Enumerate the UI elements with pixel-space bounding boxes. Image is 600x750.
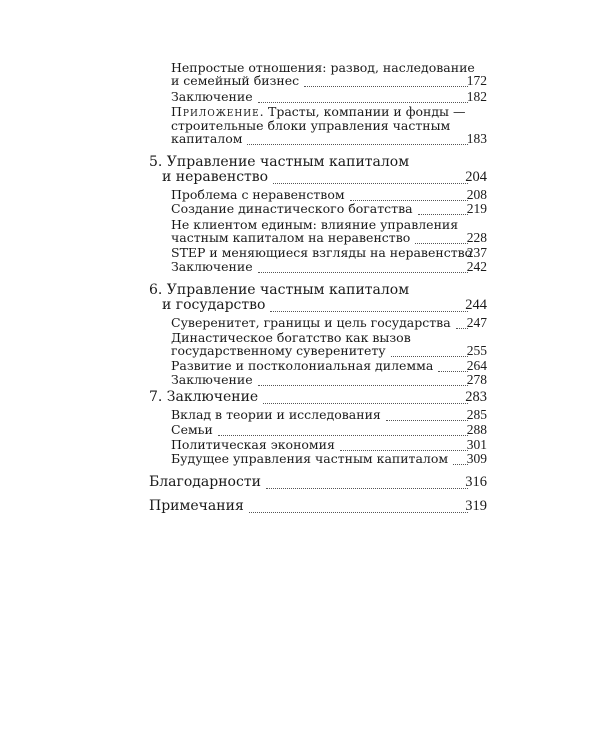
page-number: 288 bbox=[466, 422, 487, 437]
toc-entry-label: Суверенитет, границы и цель государства bbox=[171, 315, 451, 330]
chapter-title: и государство bbox=[162, 297, 266, 313]
dot-leader bbox=[266, 473, 468, 489]
dot-leader bbox=[258, 258, 468, 273]
toc-entry-label: Примечания bbox=[149, 498, 244, 514]
toc-entry-label: Развитие и постколониальная дилемма bbox=[171, 358, 434, 373]
toc-line bbox=[0, 200, 600, 217]
toc-line bbox=[0, 450, 600, 467]
page-number: 172 bbox=[466, 73, 487, 88]
dot-leader bbox=[249, 497, 468, 513]
toc-entry-label: Не клиентом единым: влияние управления bbox=[171, 217, 459, 232]
dot-leader bbox=[340, 436, 468, 451]
appendix-prefix: Приложение. bbox=[171, 104, 265, 119]
chapter-title: 6. Управление частным капиталом bbox=[149, 282, 410, 298]
toc-entry-label: Трасты, компании и фонды — bbox=[268, 104, 466, 119]
page-number: 319 bbox=[465, 498, 487, 514]
toc-entry-label: строительные блоки управления частным bbox=[171, 118, 451, 133]
page-number: 278 bbox=[466, 372, 487, 387]
page-number: 285 bbox=[466, 407, 487, 422]
toc-entry-label: Будущее управления частным капиталом bbox=[171, 451, 449, 466]
page-number: 301 bbox=[466, 437, 487, 452]
toc-entry-label: государственному суверенитету bbox=[171, 343, 386, 358]
page-number: 316 bbox=[465, 474, 487, 490]
page-number: 204 bbox=[465, 169, 487, 185]
page-number: 237 bbox=[466, 245, 487, 260]
dot-leader bbox=[263, 388, 468, 404]
dot-leader bbox=[218, 421, 468, 436]
toc-line bbox=[0, 72, 600, 89]
toc-line bbox=[0, 130, 600, 147]
chapter-title: 7. Заключение bbox=[149, 389, 259, 405]
toc-line bbox=[0, 371, 600, 388]
toc-entry-label: Династическое богатство как вызов bbox=[171, 330, 411, 345]
page-number: 247 bbox=[466, 315, 487, 330]
page-number: 244 bbox=[465, 297, 487, 313]
page-number: 183 bbox=[466, 131, 487, 146]
toc-entry-label: Политическая экономия bbox=[171, 437, 335, 452]
chapter-title: и неравенство bbox=[162, 169, 269, 185]
page-number: 182 bbox=[466, 89, 487, 104]
toc-entry-label: Семьи bbox=[171, 422, 213, 437]
dot-leader bbox=[258, 371, 468, 386]
chapter-heading bbox=[0, 388, 600, 407]
toc-entry-label: Проблема с неравенством bbox=[171, 187, 345, 202]
page-number: 208 bbox=[466, 187, 487, 202]
chapter-heading bbox=[0, 168, 600, 187]
toc-entry-label: Благодарности bbox=[149, 474, 261, 490]
dot-leader bbox=[258, 88, 468, 103]
page-number: 264 bbox=[466, 358, 487, 373]
toc-entry-label: Вклад в теории и исследования bbox=[171, 407, 381, 422]
toc-line bbox=[0, 258, 600, 275]
back-matter-entry bbox=[0, 473, 600, 492]
page-number: 242 bbox=[466, 259, 487, 274]
page-number: 309 bbox=[466, 451, 487, 466]
dot-leader bbox=[270, 296, 468, 312]
dot-leader bbox=[273, 168, 468, 184]
toc-entry-label: и семейный бизнес bbox=[171, 73, 300, 88]
chapter-heading bbox=[0, 296, 600, 315]
page-number: 255 bbox=[466, 343, 487, 358]
toc-entry-label: капиталом bbox=[171, 131, 243, 146]
dot-leader bbox=[247, 130, 468, 145]
toc-entry-label: частным капиталом на неравенство bbox=[171, 230, 411, 245]
chapter-title: 5. Управление частным капиталом bbox=[149, 154, 410, 170]
toc-entry-label: Заключение bbox=[171, 372, 253, 387]
back-matter-entry bbox=[0, 497, 600, 516]
toc-entry-label: Заключение bbox=[171, 259, 253, 274]
toc-entry-label: Создание династического богатства bbox=[171, 201, 413, 216]
dot-leader bbox=[350, 186, 468, 201]
toc-entry-label: Заключение bbox=[171, 89, 253, 104]
toc-entry-label: STEP и меняющиеся взгляды на неравенство bbox=[171, 245, 473, 260]
dot-leader bbox=[304, 72, 468, 87]
page-number: 283 bbox=[465, 389, 487, 405]
toc-entry-label: Непростые отношения: развод, наследование bbox=[171, 60, 475, 75]
page-number: 219 bbox=[466, 201, 487, 216]
page-number: 228 bbox=[466, 230, 487, 245]
